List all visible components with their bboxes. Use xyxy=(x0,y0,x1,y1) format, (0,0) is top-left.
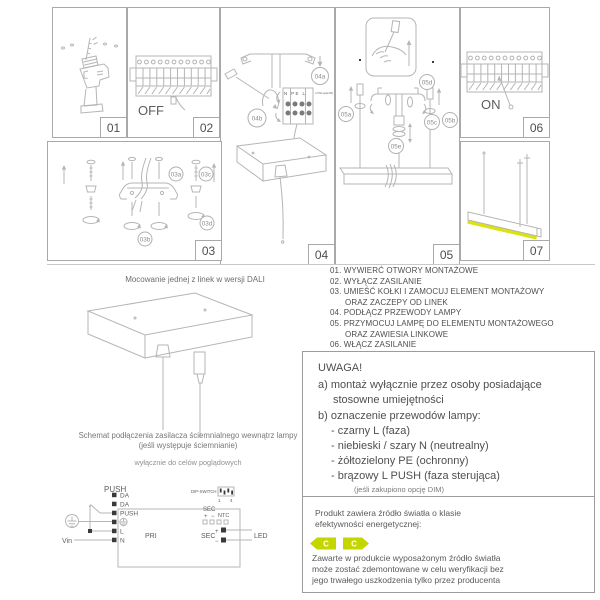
push-switch-label: PUSH xyxy=(104,485,127,494)
step-05: 05. PRZYMOCUJ LAMPĘ DO ELEMENTU MONTAŻOWEGO xyxy=(330,318,554,328)
push-switch-symbol xyxy=(88,505,112,534)
dali-caption-3: wyłącznie do celów poglądowych xyxy=(134,458,242,467)
svg-text:04a: 04a xyxy=(314,73,326,81)
panel-01-number: 01 xyxy=(100,117,127,138)
callout-04a xyxy=(312,68,329,85)
sec-out-label: SEC xyxy=(201,533,216,540)
panel-03-number: 03 xyxy=(195,240,222,261)
energy-intro-1: Produkt zawiera źródło światła o klasie xyxy=(315,508,461,518)
terminal-da1-label: DA xyxy=(120,492,130,500)
out-plus-label: + xyxy=(215,529,219,535)
dali-caption-2: (jeśli występuje ściemnianie) xyxy=(138,441,238,450)
energy-note-1: Zawarte w produkcie wyposażonym źródło światła xyxy=(312,553,501,563)
energy-note-3: jego trwałego uszkodzenia tylko przez producenta xyxy=(312,575,501,585)
driver-wiring-schematic xyxy=(55,480,315,580)
callout-03c xyxy=(199,167,213,181)
led-label: LED xyxy=(254,533,268,540)
dip-1-label: 1 xyxy=(218,498,221,503)
panel-07-number: 07 xyxy=(523,240,550,261)
svg-text:05b: 05b xyxy=(444,117,456,125)
wire-black: - czarny L (faza) xyxy=(331,425,411,437)
callout-04b xyxy=(248,109,266,127)
terminal-da2-label: DA xyxy=(120,501,130,509)
svg-text:05e: 05e xyxy=(390,143,402,151)
step-02: 02. WYŁĄCZ ZASILANIE xyxy=(330,276,422,286)
pri-label: PRI xyxy=(145,533,157,540)
svg-text:03a: 03a xyxy=(170,171,182,179)
callout-03d xyxy=(200,216,214,230)
panel-02-number: 02 xyxy=(193,117,220,138)
step-05-cont: ORAZ ZAWIESIA LINKOWE xyxy=(345,329,449,339)
warning-title: UWAGA! xyxy=(318,362,363,374)
panel-step-03 xyxy=(47,141,222,261)
svg-text:04b: 04b xyxy=(251,115,263,123)
energy-note-2: może zostać zdemontowane w celu weryfikacji bez xyxy=(312,564,504,574)
energy-class-badges xyxy=(310,537,370,550)
callout-03a xyxy=(169,167,183,181)
callout-03b xyxy=(138,232,152,246)
callout-05a xyxy=(339,107,354,122)
installation-steps-list xyxy=(330,266,598,351)
terminal-block-note: L PUSH (opcja DIM) xyxy=(315,91,333,95)
breaker-on-label: ON xyxy=(481,97,501,112)
dip-switch-icon xyxy=(218,487,234,496)
panel-step-04 xyxy=(220,7,335,265)
panel-04-number: 04 xyxy=(308,244,335,265)
panel-step-05 xyxy=(335,7,460,265)
panel-step-02 xyxy=(127,7,220,138)
earth-input-symbol xyxy=(66,515,113,528)
wiring-connection-illustration xyxy=(221,8,334,264)
dip-switch-label: DIP-SWITCH xyxy=(191,489,217,494)
terminal-l-label: L xyxy=(120,528,124,536)
panel-06-number: 06 xyxy=(523,117,550,138)
energy-badge-right-arrow xyxy=(343,538,369,550)
dim-option-note: (jeśli zakupiono opcję DIM) xyxy=(354,485,445,494)
lamp-mounting-illustration xyxy=(336,8,459,264)
breaker-off-label: OFF xyxy=(138,103,164,118)
panel-step-06 xyxy=(460,7,550,138)
ntc-label: NTC xyxy=(218,513,230,519)
svg-text:05a: 05a xyxy=(340,111,352,119)
terminal-push-label: PUSH xyxy=(120,510,139,518)
svg-text:C: C xyxy=(323,539,329,549)
sec-top-label: SEC xyxy=(203,507,216,513)
sec-plus-label: + xyxy=(204,514,208,520)
dali-title: Mocowanie jednej z linek w wersji DALI xyxy=(125,275,265,284)
dip-4-label: 4 xyxy=(230,498,233,503)
section-divider xyxy=(47,264,595,265)
callout-05b xyxy=(443,113,458,128)
terminal-earth-symbol xyxy=(120,518,127,525)
svg-text:05c: 05c xyxy=(426,119,438,127)
warning-line-a2: stosowne umiejętności xyxy=(333,394,444,406)
vin-label: Vin xyxy=(62,538,72,545)
sec-minus-label: − xyxy=(211,514,215,520)
wire-brown: - brązowy L PUSH (faza sterująca) xyxy=(331,470,500,482)
step-06: 06. WŁĄCZ ZASILANIE xyxy=(330,340,417,350)
warning-line-b: b) oznaczenie przewodów lampy: xyxy=(318,410,481,422)
step-03: 03. UMIEŚĆ KOŁKI I ZAMOCUJ ELEMENT MONTAŻOWY xyxy=(330,287,545,297)
panel-step-01 xyxy=(52,7,127,138)
step-03-cont: ORAZ ZACZEPY OD LINEK xyxy=(345,297,448,307)
svg-text:03d: 03d xyxy=(201,220,213,228)
callout-05e xyxy=(389,139,404,154)
wire-yellow-green: - żółtozielony PE (ochronny) xyxy=(331,455,469,467)
svg-text:03c: 03c xyxy=(200,171,212,179)
panel-05-number: 05 xyxy=(433,244,460,265)
terminal-n-label: N xyxy=(120,537,125,545)
dali-caption-1: Schemat podłączenia zasilacza ściemnialnego wewnątrz lampy xyxy=(78,431,298,440)
svg-text:C: C xyxy=(351,539,357,549)
out-minus-label: − xyxy=(215,539,219,545)
panel-step-07 xyxy=(460,141,550,261)
terminal-block-labels: N PE L xyxy=(284,91,305,96)
warning-line-a1: a) montaż wyłącznie przez osoby posiadające xyxy=(318,379,542,391)
callout-05d xyxy=(420,75,435,90)
energy-intro-2: efektywności energetycznej: xyxy=(315,519,422,529)
step-04: 04. PODŁĄCZ PRZEWODY LAMPY xyxy=(330,308,462,318)
svg-text:05d: 05d xyxy=(421,79,433,87)
step-01: 01. WYWIERĆ OTWORY MONTAŻOWE xyxy=(330,266,479,275)
svg-text:03b: 03b xyxy=(139,236,151,244)
callout-05c xyxy=(425,115,440,130)
wire-blue-gray: - niebieski / szary N (neutrealny) xyxy=(331,440,489,452)
